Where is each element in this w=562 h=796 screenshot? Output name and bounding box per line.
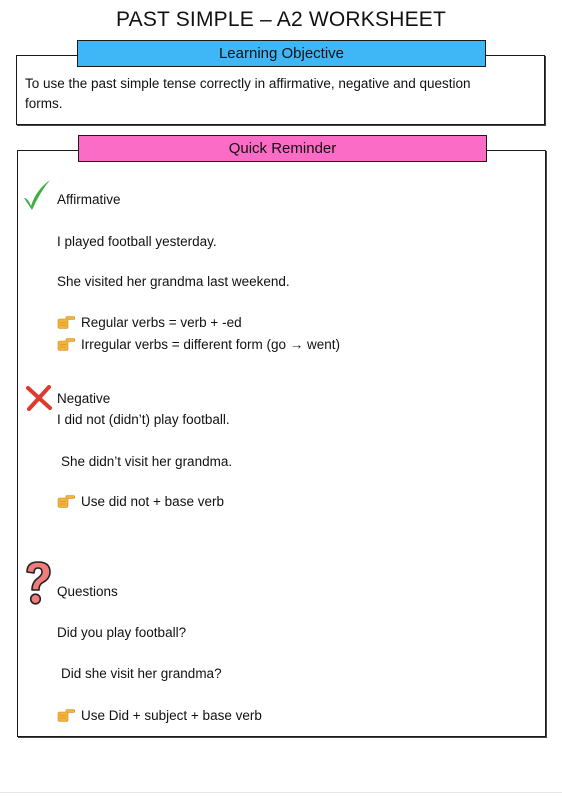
negative-example-2: She didn’t visit her grandma.: [61, 454, 233, 469]
negative-heading: Negative: [57, 391, 111, 406]
page-bottom-divider: [0, 792, 562, 793]
pointing-hand-icon: [57, 338, 75, 351]
question-mark-icon: [22, 560, 54, 606]
affirmative-heading: Affirmative: [57, 192, 121, 207]
questions-heading: Questions: [57, 584, 118, 599]
objective-text: To use the past simple tense correctly in affirmative, negative and question forms.: [25, 76, 471, 111]
check-icon: [22, 178, 52, 212]
affirmative-rule-2-text: Irregular verbs = different form (go → went): [81, 337, 340, 352]
affirmative-rule-1-text: Regular verbs = verb + -ed: [81, 315, 242, 330]
questions-rule-1: [57, 707, 262, 725]
affirmative-rule-2: [57, 336, 340, 354]
pointing-hand-icon: [57, 709, 75, 722]
negative-rule-1-text: Use did not + base verb: [81, 494, 224, 509]
pointing-hand-icon: [57, 495, 75, 508]
questions-example-2: Did she visit her grandma?: [61, 666, 222, 681]
reminder-tag: Quick Reminder: [78, 135, 487, 162]
negative-rule-1: [57, 493, 224, 511]
cross-icon: [25, 385, 53, 411]
affirmative-example-1: I played football yesterday.: [57, 234, 217, 249]
questions-example-1: Did you play football?: [57, 625, 187, 640]
affirmative-rule-1: [57, 314, 242, 332]
pointing-hand-icon: [57, 316, 75, 329]
negative-example-1: I did not (didn’t) play football.: [57, 412, 230, 427]
affirmative-example-2: She visited her grandma last weekend.: [57, 274, 290, 289]
worksheet-title: PAST SIMPLE – A2 WORKSHEET: [115, 8, 447, 31]
objective-tag: Learning Objective: [77, 40, 486, 67]
questions-rule-1-text: Use Did + subject + base verb: [81, 708, 262, 723]
